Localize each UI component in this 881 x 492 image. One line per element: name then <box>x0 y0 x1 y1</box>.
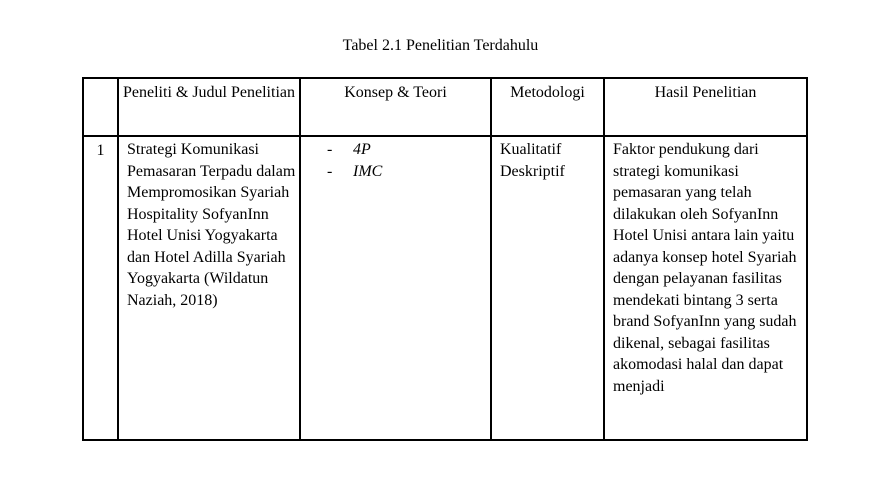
konsep-label: IMC <box>353 162 383 180</box>
table-row <box>83 136 807 440</box>
table-caption: Tabel 2.1 Penelitian Terdahulu <box>342 37 539 54</box>
row-number: 1 <box>83 136 118 440</box>
row-konsep <box>300 136 491 440</box>
header-hasil-penelitian: Hasil Penelitian <box>604 78 807 136</box>
dash-bullet: - <box>327 162 333 180</box>
header-konsep-teori: Konsep & Teori <box>300 78 491 136</box>
header-metodologi: Metodologi <box>491 78 604 136</box>
dash-bullet: - <box>327 141 333 158</box>
row-hasil: Faktor pendukung dari strategi komunikasi pemasaran yang telah dilakukan oleh SofyanInn Hotel Unisi antara lain yaitu adanya konsep hotel Syariah dengan pelayanan fasilitas mendekati bintang 3 serta brand SofyanInn yang sudah dikenal, sebagai fasilitas akomodasi halal dan dapat menjadi <box>604 136 807 440</box>
header-no <box>83 78 118 136</box>
konsep-label: 4P <box>353 141 371 158</box>
konsep-item <box>327 139 490 161</box>
konsep-item <box>327 161 490 183</box>
row-metodologi: Kualitatif Deskriptif <box>491 136 604 440</box>
header-peneliti-judul: Peneliti & Judul Penelitian <box>118 78 300 136</box>
research-table <box>82 77 808 441</box>
table-header-row <box>83 78 807 136</box>
konsep-list <box>301 139 490 182</box>
row-judul: Strategi Komunikasi Pemasaran Terpadu dalam Mempromosikan Syariah Hospitality SofyanInn Hotel Unisi Yogyakarta dan Hotel Adilla Syariah Yogyakarta (Wildatun Naziah, 2018) <box>118 136 300 440</box>
